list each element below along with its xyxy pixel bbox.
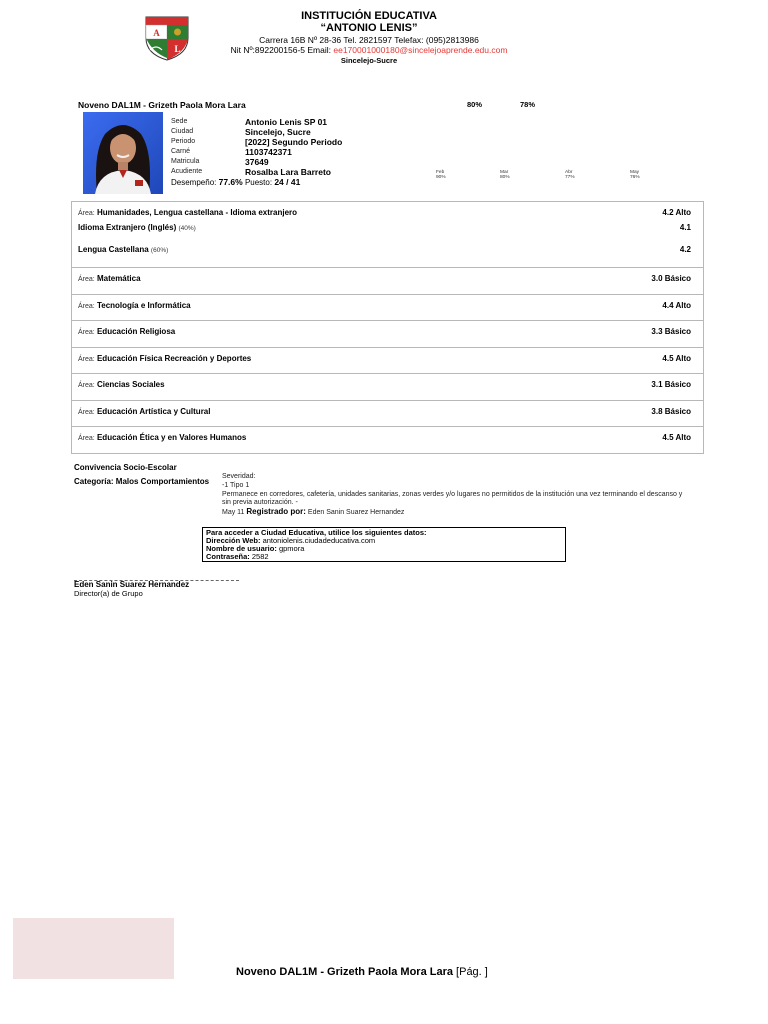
institution-city: Sincelejo-Sucre xyxy=(340,56,398,65)
institution-email[interactable]: ee170001000180@sincelejoaprende.edu.com xyxy=(333,45,508,55)
info-label-periodo: Periodo xyxy=(171,138,196,145)
access-user-label: Nombre de usuario: xyxy=(206,544,277,553)
percent-b: 78% xyxy=(520,100,536,109)
rank-value: 24 / 41 xyxy=(274,177,301,187)
student-title: Noveno DAL1M - Grizeth Paola Mora Lara xyxy=(78,100,246,110)
performance-value: 77.6% xyxy=(218,177,243,187)
monthly-month: Abr xyxy=(565,170,573,175)
area-row xyxy=(72,374,703,401)
convivencia-severity: Severidad: xyxy=(222,473,256,480)
percent-a: 80% xyxy=(467,100,483,109)
area-row xyxy=(72,268,703,295)
nit-label: Nit Nº:892200156-5 Email: xyxy=(230,45,331,55)
area-grade: 4.4 Alto xyxy=(662,300,691,310)
convivencia-category: Categoría: Malos Comportamientos xyxy=(74,477,210,486)
area-prefix: Área: xyxy=(78,355,95,363)
area-row xyxy=(72,295,703,322)
access-box xyxy=(202,527,566,562)
info-value-carne: 1103742371 xyxy=(245,147,292,157)
area-name: Educación Religiosa xyxy=(96,327,176,336)
footer-text xyxy=(236,966,488,978)
area-prefix: Área: xyxy=(78,408,95,416)
info-value-sede: Antonio Lenis SP 01 xyxy=(245,117,328,127)
area-label xyxy=(78,327,175,336)
registered-label: Registrado por: xyxy=(246,507,306,516)
footer-block xyxy=(13,918,174,979)
area-row xyxy=(72,202,703,268)
area-row xyxy=(72,401,703,428)
area-prefix: Área: xyxy=(78,435,95,442)
info-label-matricula: Matricula xyxy=(171,158,200,165)
monthly-value: 80% xyxy=(500,175,510,180)
school-crest xyxy=(142,14,192,61)
subject-grade: 4.1 xyxy=(679,223,691,232)
monthly-month: Feb xyxy=(436,170,445,175)
area-grade: 3.8 Básico xyxy=(651,406,691,416)
footer-title: Noveno DAL1M - Grizeth Paola Mora Lara xyxy=(236,966,453,978)
info-label-carne: Carné xyxy=(171,148,191,155)
institution-name: INSTITUCIÓN EDUCATIVA xyxy=(301,10,437,22)
signature-role: Director(a) de Grupo xyxy=(74,589,143,598)
convivencia-date: May 11 xyxy=(222,509,245,516)
area-prefix: Área: xyxy=(78,276,95,283)
area-label xyxy=(78,433,246,442)
info-value-matricula: 37649 xyxy=(245,157,269,167)
registered-by: Eden Sanin Suarez Hernandez xyxy=(307,509,405,516)
subject-grade: 4.2 xyxy=(679,245,691,254)
svg-text:A: A xyxy=(153,28,160,38)
area-name: Tecnología e Informática xyxy=(96,300,191,310)
access-pass-label: Contraseña: xyxy=(206,552,250,561)
convivencia-registered xyxy=(222,507,404,516)
subject-row xyxy=(78,245,168,254)
convivencia-description: Permanece en corredores, cafetería, unidades sanitarias, zonas verdes y/o lugares no permitidos de la institución una vez terminando el descanso y sin previa autorización. - xyxy=(222,491,683,506)
info-label-ciudad: Ciudad xyxy=(171,128,194,135)
convivencia-type: -1 Tipo 1 xyxy=(222,482,250,489)
info-value-periodo: [2022] Segundo Periodo xyxy=(245,137,343,147)
area-grade: 3.1 Básico xyxy=(651,380,691,389)
access-intro: Para acceder a Ciudad Educativa, utilice los siguientes datos: xyxy=(206,528,427,537)
area-name: Ciencias Sociales xyxy=(96,380,165,389)
performance-label: Desempeño: xyxy=(171,178,217,187)
footer-page: [Pág. ] xyxy=(456,966,488,978)
info-value-acudiente: Rosalba Lara Barreto xyxy=(245,167,331,177)
area-label xyxy=(78,274,141,283)
area-prefix: Área: xyxy=(78,382,95,389)
info-label-acudiente: Acudiente xyxy=(171,168,203,175)
subject-name: Lengua Castellana xyxy=(78,245,149,254)
area-name: Humanidades, Lengua castellana - Idioma extranjero xyxy=(96,208,298,217)
monthly-value: 77% xyxy=(565,175,575,180)
monthly-month: Mar xyxy=(500,170,509,175)
signature-name: Eden Sanin Suarez Hernandez xyxy=(74,580,190,589)
subject-row xyxy=(78,223,196,232)
monthly-month: May xyxy=(630,170,640,175)
area-name: Educación Artística y Cultural xyxy=(96,406,211,416)
grades-table xyxy=(71,201,704,454)
area-grade: 4.5 Alto xyxy=(662,433,691,442)
monthly-may xyxy=(630,170,640,180)
access-pass: 2582 xyxy=(251,552,269,561)
area-label xyxy=(78,208,297,217)
access-web-label: Dirección Web: xyxy=(206,536,261,545)
subject-name: Idioma Extranjero (Inglés) xyxy=(78,223,177,232)
subject-pct: (40%) xyxy=(178,225,196,232)
area-name: Matemática xyxy=(96,274,141,283)
monthly-value: 76% xyxy=(630,175,640,180)
area-label xyxy=(78,407,210,416)
monthly-abr xyxy=(565,170,575,180)
institution-contact xyxy=(230,45,508,55)
area-grade: 4.2 Alto xyxy=(662,208,691,217)
info-label-sede: Sede xyxy=(171,118,188,125)
institution-subname: “ANTONIO LENIS” xyxy=(320,22,418,34)
area-name: Educación Física Recreación y Deportes xyxy=(96,353,252,363)
monthly-mar xyxy=(500,170,510,180)
rank-label: Puesto: xyxy=(244,178,273,187)
svg-text:L: L xyxy=(174,44,181,54)
area-label xyxy=(78,301,191,310)
area-row xyxy=(72,321,703,348)
access-user: gpmora xyxy=(278,544,305,553)
area-prefix: Área: xyxy=(78,302,95,310)
performance-summary xyxy=(171,177,300,187)
area-prefix: Área: xyxy=(78,329,95,336)
monthly-feb xyxy=(436,170,446,180)
convivencia-heading: Convivencia Socio-Escolar xyxy=(74,463,177,472)
area-label xyxy=(78,354,251,363)
monthly-value: 90% xyxy=(436,175,446,180)
institution-address: Carrera 16B Nº 28-36 Tel. 2821597 Telefax: (095)2813986 xyxy=(259,35,479,45)
access-web[interactable]: antoniolenis.ciudadeducativa.com xyxy=(262,536,376,545)
area-prefix: Área: xyxy=(78,210,95,217)
area-row xyxy=(72,348,703,375)
area-grade: 3.3 Básico xyxy=(651,327,691,336)
area-grade: 4.5 Alto xyxy=(662,353,691,363)
area-row xyxy=(72,427,703,454)
area-name: Educación Ética y en Valores Humanos xyxy=(96,433,247,442)
student-photo xyxy=(83,112,163,194)
area-label xyxy=(78,380,165,389)
subject-pct: (60%) xyxy=(150,247,169,254)
area-grade: 3.0 Básico xyxy=(651,274,691,283)
info-value-ciudad: Sincelejo, Sucre xyxy=(245,127,311,137)
